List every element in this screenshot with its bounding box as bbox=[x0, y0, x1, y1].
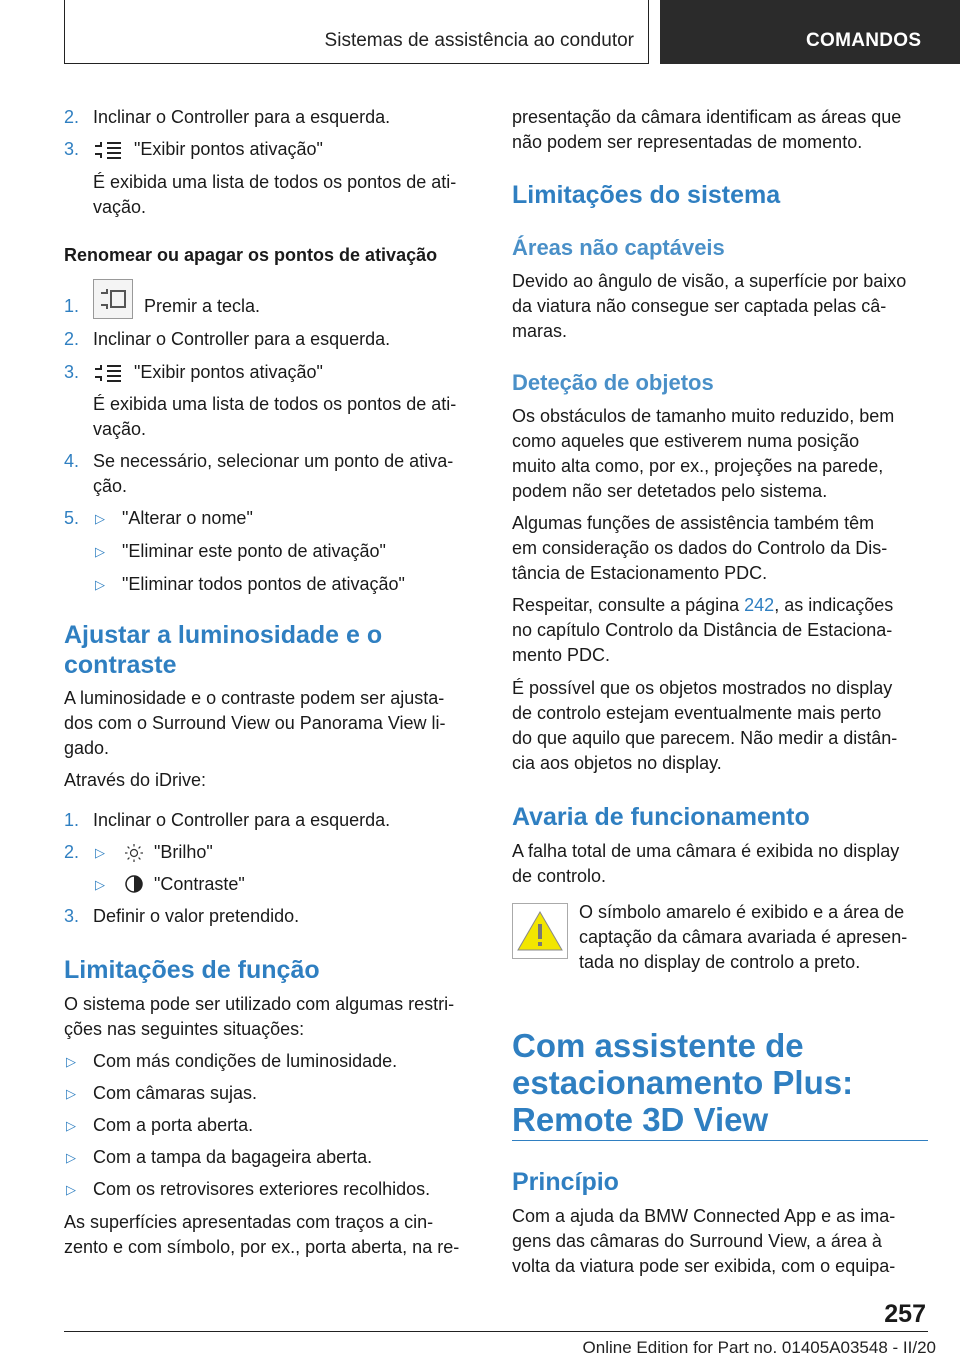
heading-object-detection: Deteção de objetos bbox=[512, 370, 714, 395]
body-text: Os obstáculos de tamanho muito reduzido, bem bbox=[512, 406, 895, 426]
body-text: Com a ajuda da BMW Connected App e as ima‐ bbox=[512, 1206, 896, 1226]
body-text: não podem ser representadas de momento. bbox=[512, 132, 863, 152]
heading-brightness: Ajustar a luminosidade e o bbox=[64, 621, 383, 649]
body-text: dos com o Surround View ou Panorama View li‐ bbox=[64, 713, 446, 733]
step-number: 2. bbox=[64, 107, 80, 127]
list-item: Com a tampa da bagageira aberta. bbox=[93, 1147, 373, 1167]
body-text: de controlo. bbox=[512, 866, 607, 886]
page-link[interactable]: 242 bbox=[744, 595, 775, 615]
heading-underline bbox=[512, 1140, 928, 1141]
step-number: 5. bbox=[64, 508, 80, 528]
footer-edition: Online Edition for Part no. 01405A03548 - II/20 bbox=[582, 1338, 936, 1357]
body-text: Através do iDrive: bbox=[64, 770, 207, 790]
activation-points-icon bbox=[93, 140, 123, 160]
body-text: É exibida uma lista de todos os pontos de ati‐ bbox=[93, 172, 457, 192]
body-text: do que aquilo que parecem. Não medir a distân‐ bbox=[512, 728, 898, 748]
bullet-triangle-icon: ▷ bbox=[95, 845, 105, 860]
chapter-heading-3: Remote 3D View bbox=[512, 1101, 769, 1138]
body-text: É exibida uma lista de todos os pontos de ati‐ bbox=[93, 394, 457, 414]
option-text: "Alterar o nome" bbox=[122, 508, 253, 528]
step-text: "Exibir pontos ativação" bbox=[134, 139, 323, 159]
body-text: A falha total de uma câmara é exibida no display bbox=[512, 841, 900, 861]
step-number: 4. bbox=[64, 451, 80, 471]
bullet-triangle-icon: ▷ bbox=[66, 1054, 76, 1069]
header-section-title: Sistemas de assistência ao condutor bbox=[324, 30, 634, 51]
step-number: 3. bbox=[64, 906, 80, 926]
option-text: "Eliminar este ponto de ativação" bbox=[122, 541, 386, 561]
heading-blind-areas: Áreas não captáveis bbox=[512, 235, 725, 260]
step-number: 3. bbox=[64, 362, 80, 382]
page-number: 257 bbox=[884, 1300, 926, 1328]
bullet-triangle-icon: ▷ bbox=[66, 1118, 76, 1133]
body-text: no capítulo Controlo da Distância de Estaciona‐ bbox=[512, 620, 893, 640]
body-text: podem não ser detetados pelo sistema. bbox=[512, 481, 828, 501]
body-text: gado. bbox=[64, 738, 110, 758]
heading-brightness-2: contraste bbox=[64, 651, 177, 679]
step-text: "Exibir pontos ativação" bbox=[134, 362, 323, 382]
contrast-icon bbox=[124, 874, 144, 894]
body-text: mento PDC. bbox=[512, 645, 611, 665]
step-text: ção. bbox=[93, 476, 128, 496]
bullet-triangle-icon: ▷ bbox=[95, 877, 105, 892]
list-item: Com câmaras sujas. bbox=[93, 1083, 258, 1103]
body-text: , as indicações bbox=[774, 595, 894, 615]
option-text: "Contraste" bbox=[154, 874, 245, 894]
bullet-triangle-icon: ▷ bbox=[95, 577, 105, 592]
option-text: "Eliminar todos pontos de ativação" bbox=[122, 574, 405, 594]
button-key-icon bbox=[93, 279, 133, 319]
body-text: presentação da câmara identificam as áreas que bbox=[512, 107, 902, 127]
body-text: As superfícies apresentadas com traços a cin‐ bbox=[64, 1212, 434, 1232]
body-text: tância de Estacionamento PDC. bbox=[512, 563, 768, 583]
bullet-triangle-icon: ▷ bbox=[95, 544, 105, 559]
list-item: Com a porta aberta. bbox=[93, 1115, 254, 1135]
step-number: 1. bbox=[64, 296, 80, 316]
body-text: Algumas funções de assistência também têm bbox=[512, 513, 875, 533]
step-text: Inclinar o Controller para a esquerda. bbox=[93, 107, 391, 127]
heading-malfunction: Avaria de funcionamento bbox=[512, 803, 810, 831]
activation-points-icon bbox=[93, 363, 123, 383]
step-text: Inclinar o Controller para a esquerda. bbox=[93, 329, 391, 349]
step-text: Inclinar o Controller para a esquerda. bbox=[93, 810, 391, 830]
body-text: captação da câmara avariada é apresen‐ bbox=[579, 927, 908, 947]
header-chapter-box bbox=[660, 0, 960, 64]
step-number: 2. bbox=[64, 842, 80, 862]
subheading-rename: Renomear ou apagar os pontos de ativação bbox=[64, 245, 438, 265]
chapter-heading-2: estacionamento Plus: bbox=[512, 1064, 854, 1101]
step-number: 3. bbox=[64, 139, 80, 159]
body-text: volta da viatura pode ser exibida, com o equipa‐ bbox=[512, 1256, 896, 1276]
footer-divider bbox=[64, 1331, 928, 1332]
body-text: A luminosidade e o contraste podem ser ajusta‐ bbox=[64, 688, 445, 708]
step-text: Se necessário, selecionar um ponto de ativa‐ bbox=[93, 451, 454, 471]
body-text: Respeitar, consulte a página bbox=[512, 595, 745, 615]
bullet-triangle-icon: ▷ bbox=[66, 1150, 76, 1165]
body-text: gens das câmaras do Surround View, a área à bbox=[512, 1231, 882, 1251]
heading-function-limits: Limitações de função bbox=[64, 956, 320, 984]
step-text: Definir o valor pretendido. bbox=[93, 906, 300, 926]
list-item: Com os retrovisores exteriores recolhidos. bbox=[93, 1179, 431, 1199]
brightness-icon bbox=[124, 843, 144, 863]
body-text: ções nas seguintes situações: bbox=[64, 1019, 305, 1039]
bullet-triangle-icon: ▷ bbox=[66, 1182, 76, 1197]
header-chapter-title: COMANDOS bbox=[806, 30, 922, 51]
body-text: maras. bbox=[512, 321, 568, 341]
bullet-triangle-icon: ▷ bbox=[66, 1086, 76, 1101]
body-text: zento e com símbolo, por ex., porta aberta, na re‐ bbox=[64, 1237, 460, 1257]
heading-principle: Princípio bbox=[512, 1168, 619, 1196]
warning-triangle-icon bbox=[512, 903, 568, 959]
body-text-with-link bbox=[512, 593, 893, 618]
body-text: vação. bbox=[93, 197, 147, 217]
step-text: Premir a tecla. bbox=[144, 296, 261, 316]
option-text: "Brilho" bbox=[154, 842, 213, 862]
body-text: de controlo estejam eventualmente mais perto bbox=[512, 703, 882, 723]
body-text: em consideração os dados do Controlo da Dis‐ bbox=[512, 538, 888, 558]
body-text: O símbolo amarelo é exibido e a área de bbox=[579, 902, 905, 922]
bullet-triangle-icon: ▷ bbox=[95, 511, 105, 526]
body-text: tada no display de controlo a preto. bbox=[579, 952, 861, 972]
list-item: Com más condições de luminosidade. bbox=[93, 1051, 398, 1071]
body-text: da viatura não consegue ser captada pelas câ‐ bbox=[512, 296, 887, 316]
heading-system-limits: Limitações do sistema bbox=[512, 181, 781, 209]
body-text: muito alta como, por ex., projeções na parede, bbox=[512, 456, 884, 476]
header-section-box bbox=[64, 0, 649, 64]
body-text: Devido ao ângulo de visão, a superfície por baixo bbox=[512, 271, 907, 291]
body-text: como aqueles que estiverem numa posição bbox=[512, 431, 860, 451]
chapter-heading: Com assistente de bbox=[512, 1027, 804, 1064]
body-text: cia aos objetos no display. bbox=[512, 753, 722, 773]
body-text: O sistema pode ser utilizado com algumas restri‐ bbox=[64, 994, 455, 1014]
step-number: 2. bbox=[64, 329, 80, 349]
body-text: vação. bbox=[93, 419, 147, 439]
step-number: 1. bbox=[64, 810, 80, 830]
body-text: É possível que os objetos mostrados no display bbox=[512, 678, 893, 698]
